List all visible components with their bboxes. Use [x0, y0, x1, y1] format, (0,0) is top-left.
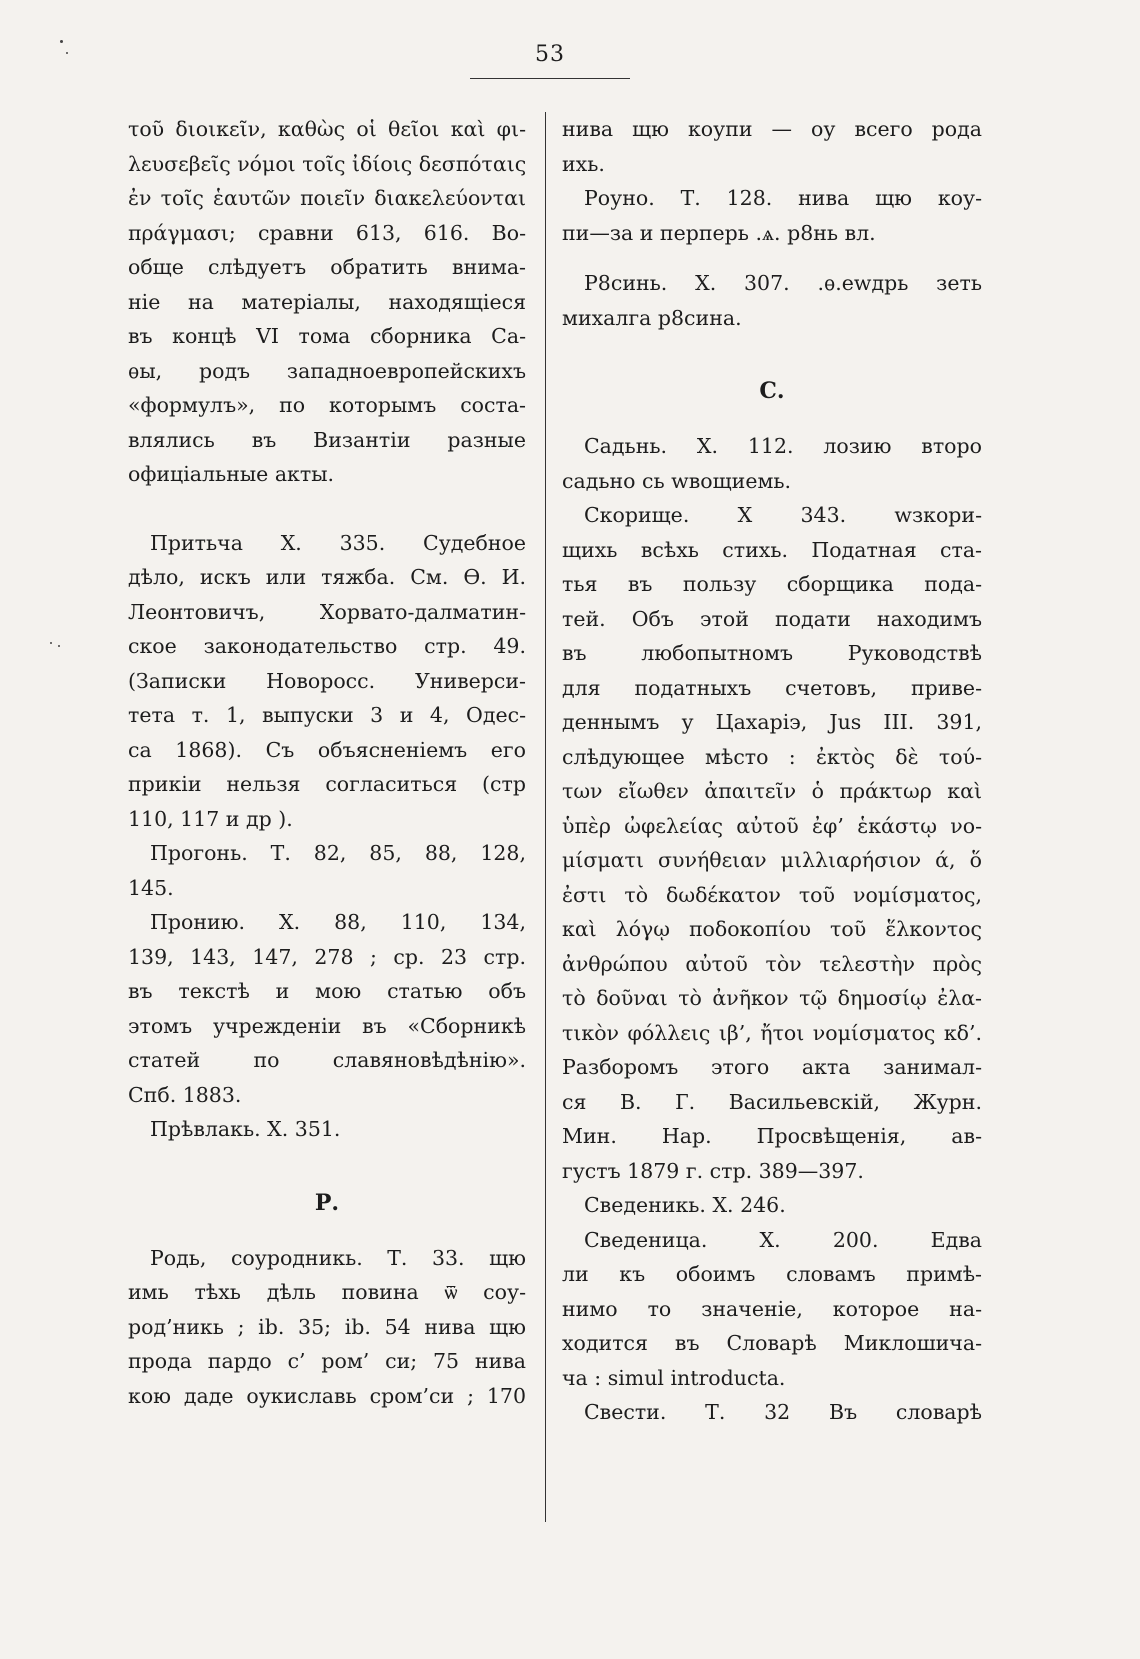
text-line: садьно сь wвощиемь.: [562, 468, 792, 493]
text-line: обще слѣдуетъ обратить внима-: [128, 255, 526, 279]
text-line: тья въ пользу сборщика пода-: [562, 572, 982, 596]
text-line: ѳы, родъ западноевропейскихъ: [128, 358, 526, 383]
scan-speck: [66, 52, 68, 54]
text-line: Спб. 1883.: [128, 1082, 242, 1107]
text-line: ніе на матеріалы, находящіеся: [128, 289, 526, 314]
text-line: офиціальные акты.: [128, 462, 335, 486]
scan-speck: [58, 645, 60, 647]
text-line: этомъ учрежденіи въ «Сборникѣ: [128, 1013, 526, 1038]
text-line: ἐστι τὸ δωδέκατον τοῦ νομίσματος,: [562, 882, 982, 907]
text-line: ходится въ Словарѣ Миклошича-: [562, 1331, 982, 1355]
text-line: 145.: [128, 875, 174, 900]
text-line: са 1868). Съ объясненіемъ его: [128, 737, 526, 762]
text-line: влялись въ Византіи разные: [128, 427, 526, 452]
paragraph-gap: [562, 335, 982, 369]
text-line: для податныхъ счетовъ, приве-: [562, 675, 982, 700]
text-line: нива щю коупи — оу всего рода: [562, 117, 982, 141]
text-line: Прѣвлакь. Х. 351.: [150, 1117, 341, 1141]
text-line: ское законодательство стр. 49.: [128, 634, 526, 658]
text-line: ἐν τοῖς ἑαυτῶν ποιεῖν διακελεύονται: [128, 186, 526, 210]
text-line: ся В. Г. Васильевскій, Журн.: [562, 1089, 982, 1114]
text-line: тета т. 1, выпуски 3 и 4, Одес-: [128, 703, 526, 727]
page-number: 53: [535, 42, 565, 67]
text-line: Пронию. Х. 88, 110, 134,: [150, 910, 526, 934]
text-line: λευσεβεῖς νόμοι τοῖς ἰδίοις δεσπόταις: [128, 151, 526, 176]
text-line: 110, 117 и др ).: [128, 806, 293, 831]
text-line: Р8синь. Х. 307. .ѳ.еwдрь зеть: [584, 271, 982, 295]
text-line: ча : simul introducta.: [562, 1365, 786, 1390]
text-line: Разборомъ этого акта занимал-: [562, 1055, 982, 1079]
text-line: дѣло, искъ или тяжба. См. Ѳ. И.: [128, 565, 526, 589]
right-column: [562, 112, 982, 1430]
text-line: των εἴωθεν ἀπαιτεῖν ὁ πράκτωρ καὶ: [562, 779, 982, 803]
text-line: михалга р8сина.: [562, 305, 742, 330]
text-line: «формулъ», по которымъ соста-: [128, 393, 526, 417]
text-line: τικὸν φόλλεις ιβ’, ἤτοι νομίσματος κδ’.: [562, 1020, 982, 1045]
text-line: Родь, соуродникь. Т. 33. щю: [150, 1245, 526, 1270]
text-line: нимо то значеніе, которое на-: [562, 1296, 982, 1321]
text-line: ὑπὲρ ὠφελείας αὐτοῦ ἐφ’ ἑκάστῳ νο-: [562, 813, 982, 838]
text-line: Прогонь. Т. 82, 85, 88, 128,: [150, 841, 526, 865]
text-line: деннымъ у Цахаріэ, Jus III. 391,: [562, 710, 982, 734]
text-line: ихь.: [562, 151, 605, 176]
text-line: слѣдующее мѣсто : ἐκτὸς δὲ τού-: [562, 744, 982, 769]
text-line: прикіи нельзя согласиться (стр: [128, 772, 526, 796]
text-line: Сведеникь. Х. 246.: [584, 1193, 786, 1217]
paragraph-gap: [128, 1147, 526, 1181]
text-line: Сведеница. Х. 200. Едва: [584, 1227, 982, 1252]
text-line: пи—за и перперь .ѧ. р8нь вл.: [562, 220, 876, 245]
text-line: прода пардо с’ ром’ си; 75 нива: [128, 1349, 526, 1373]
paragraph-gap: [562, 250, 982, 266]
column-divider: [545, 112, 546, 1522]
text-line: ли къ обоимъ словамъ примѣ-: [562, 1262, 982, 1286]
section-heading: С.: [759, 378, 785, 404]
text-line: тей. Объ этой подати находимъ: [562, 606, 982, 631]
text-line: въ концѣ VI тома сборника Са-: [128, 324, 526, 348]
text-line: 139, 143, 147, 278 ; ср. 23 стр.: [128, 944, 526, 969]
text-line: Роуно. Т. 128. нива щю коу-: [584, 186, 982, 210]
text-line: πράγμασι; сравни 613, 616. Во-: [128, 220, 526, 245]
text-line: въ текстѣ и мою статью объ: [128, 979, 526, 1003]
left-column: [128, 112, 526, 1413]
text-line: имь тѣхь дѣль повина ѿ соу-: [128, 1280, 526, 1304]
page-number-rule: [470, 78, 630, 79]
text-line: кою даде оукиславь сром’си ; 170: [128, 1383, 526, 1408]
scan-speck: [60, 40, 63, 43]
text-line: καὶ λόγῳ ποδοκοπίου τοῦ ἕλκοντος: [562, 917, 982, 941]
text-line: Садьнь. Х. 112. лозию второ: [584, 434, 982, 458]
text-line: Мин. Нар. Просвѣщенія, ав-: [562, 1124, 982, 1148]
section-heading: Р.: [314, 1189, 340, 1216]
paragraph-gap: [562, 413, 982, 429]
text-line: Свести. Т. 32 Въ словарѣ: [584, 1400, 982, 1424]
text-line: τὸ δοῦναι τὸ ἀνῆκον τῷ δημοσίῳ ἐλα-: [562, 986, 982, 1010]
text-line: статей по славяновѣдѣнію».: [128, 1048, 526, 1072]
text-line: Леонтовичъ, Хорвато-далматин-: [128, 599, 526, 624]
text-line: (Записки Новоросс. Универси-: [128, 668, 526, 693]
text-line: въ любопытномъ Руководствѣ: [562, 641, 982, 665]
text-line: щихь всѣхь стихь. Податная ста-: [562, 537, 982, 562]
text-line: род’никь ; ib. 35; ib. 54 нива щю: [128, 1314, 526, 1339]
text-line: τοῦ διοικεῖν, καθὼς οἱ θεῖοι καὶ φι-: [128, 117, 526, 141]
text-line: густъ 1879 г. стр. 389—397.: [562, 1158, 864, 1183]
text-line: ἀνθρώπου αὐτοῦ τὸν τελεστὴν πρὸς: [562, 951, 982, 976]
text-line: μίσματι συνήθειαν μιλλιαρήσιον ά, ὅ: [562, 848, 982, 872]
scan-speck: [50, 642, 52, 644]
text-line: Притьча Х. 335. Судебное: [150, 530, 526, 555]
paragraph-gap: [128, 492, 526, 526]
paragraph-gap: [128, 1225, 526, 1241]
text-line: Скорище. Х 343. wзкори-: [584, 503, 982, 527]
